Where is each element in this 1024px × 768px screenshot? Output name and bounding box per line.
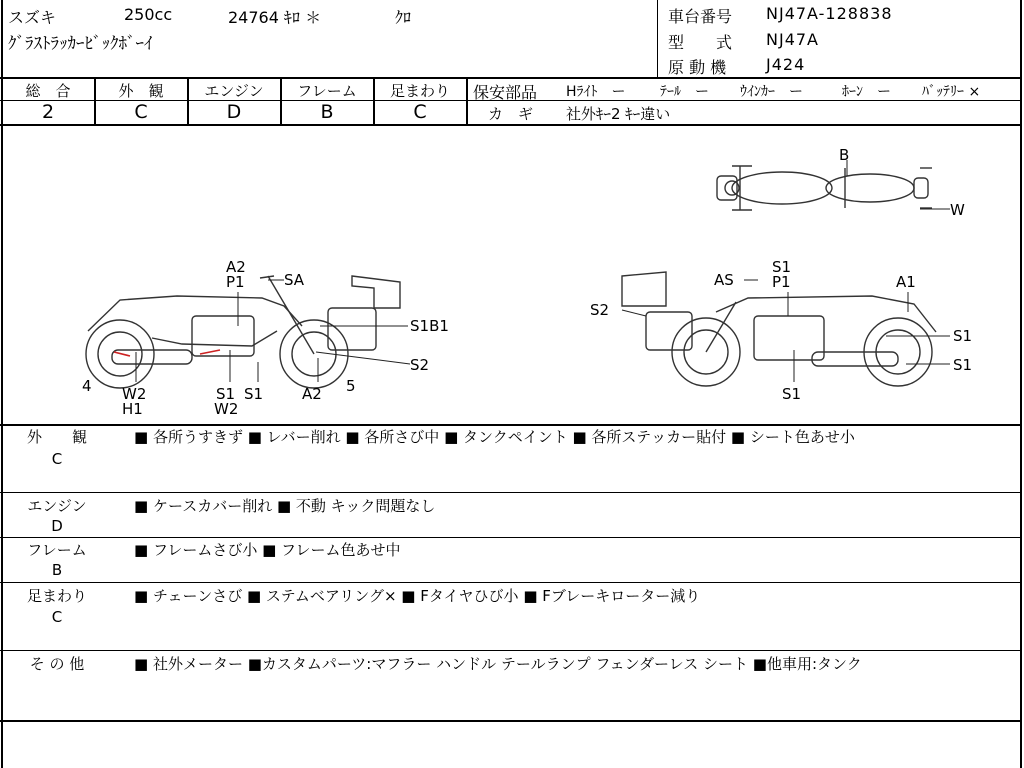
grade-total-value: 2 — [41, 101, 55, 123]
engine-label: 原 動 機 — [668, 58, 727, 77]
callout-right-s1-b: S1 — [953, 356, 973, 374]
rule-sec-2 — [0, 537, 1022, 538]
callout-top-b: B — [839, 146, 850, 164]
section-frame-text: ■ フレームさび小 ■ フレーム色あせ中 — [134, 541, 401, 559]
callout-left-a2-bot: A2 — [302, 385, 322, 403]
callout-right-s1-bot: S1 — [782, 385, 802, 403]
callout-left-5: 5 — [346, 377, 356, 395]
section-frame-label: フレーム — [27, 541, 87, 559]
engine: J424 — [766, 55, 806, 74]
callout-top-w: W — [950, 201, 965, 219]
section-engine-grade: D — [51, 517, 63, 535]
callout-left-p1: P1 — [226, 273, 245, 291]
section-suspension-text: ■ チェーンさび ■ ステムベアリング× ■ Fタイヤひび小 ■ Fブレーキローター減り — [134, 587, 701, 605]
callout-right-a1: A1 — [896, 273, 916, 291]
callout-left-a2-top: A2 — [226, 258, 246, 276]
top-view-drawing — [717, 166, 932, 210]
frame-no-label: 車台番号 — [668, 7, 733, 26]
displacement: 250cc — [124, 5, 173, 24]
callout-leaders — [136, 160, 950, 382]
grade-frame-label: フレーム — [297, 82, 357, 100]
section-exterior-label: 外 観 — [26, 428, 87, 446]
safety-label: 保安部品 — [473, 83, 538, 102]
rule-sec-3 — [0, 582, 1022, 583]
section-engine-label: エンジン — [27, 497, 87, 515]
grade-div-5 — [466, 77, 468, 125]
callout-left-w2: W2 — [122, 385, 147, 403]
grade-suspension-label: 足まわり — [389, 82, 450, 100]
section-exterior-grade: C — [51, 450, 63, 468]
safety-headlight: Hﾗｲﾄ ー — [566, 84, 626, 100]
callout-left-s1-a: S1 — [216, 385, 236, 403]
type: NJ47A — [766, 30, 819, 49]
grade-total-label: 総 合 — [25, 82, 71, 100]
grade-exterior-label: 外 観 — [118, 82, 164, 100]
rule-sec-4 — [0, 650, 1022, 651]
section-suspension-label: 足まわり — [26, 587, 87, 605]
motorcycle-diagram — [2, 126, 1022, 424]
callout-left-w2-b: W2 — [214, 400, 239, 418]
body-color: ｸﾛ — [395, 8, 412, 27]
safety-horn: ﾎｰﾝ ー — [842, 84, 891, 100]
header-divider — [657, 0, 658, 77]
frame-no: NJ47A-128838 — [766, 4, 893, 23]
model-name: ｸﾞﾗｽﾄﾗｯｶｰﾋﾞｯｸﾎﾞｰｲ — [8, 34, 153, 54]
safety-taillight: ﾃｰﾙ ー — [660, 84, 709, 100]
key-value: 社外ｷｰ2 ｷｰ違い — [566, 105, 671, 123]
callout-left-4: 4 — [82, 377, 92, 395]
grade-suspension-value: C — [413, 101, 427, 123]
section-other-label: そ の 他 — [29, 655, 85, 673]
callout-right-s1-a: S1 — [953, 327, 973, 345]
safety-battery: ﾊﾞｯﾃﾘｰ × — [922, 84, 981, 100]
section-suspension-grade: C — [51, 608, 63, 626]
type-label: 型 式 — [668, 33, 733, 52]
section-exterior-text: ■ 各所うすきず ■ レバー削れ ■ 各所さび中 ■ タンクペイント ■ 各所ステッカー貼付 ■ シート色あせ小 — [134, 428, 855, 446]
rule-sec-5 — [0, 720, 1022, 722]
rule-under-header — [0, 77, 1022, 79]
callout-left-s1b1: S1B1 — [410, 317, 449, 335]
mileage: 24764 ｷﾛ ＊ — [228, 8, 322, 27]
callout-right-s2: S2 — [590, 301, 610, 319]
maker: スズキ — [8, 8, 57, 27]
rule-sec-1 — [0, 492, 1022, 493]
callout-left-s1-b: S1 — [244, 385, 264, 403]
grade-exterior-value: C — [134, 101, 148, 123]
section-other-text: ■ 社外メーター ■カスタムパーツ:マフラー ハンドル テールランプ フェンダーレス シート ■他車用:タンク — [134, 655, 862, 673]
callout-left-s2: S2 — [410, 356, 430, 374]
callout-left-sa: SA — [284, 271, 305, 289]
callout-left-h1: H1 — [122, 400, 143, 418]
safety-winker: ｳｲﾝｶｰ ー — [740, 84, 803, 100]
grade-engine-label: エンジン — [204, 82, 264, 100]
callout-right-as: AS — [714, 271, 734, 289]
left-view-drawing — [86, 276, 400, 388]
callout-right-p1: P1 — [772, 273, 791, 291]
section-frame-grade: B — [51, 561, 63, 579]
section-engine-text: ■ ケースカバー削れ ■ 不動 キック問題なし — [134, 497, 436, 515]
callout-right-s1-top: S1 — [772, 258, 792, 276]
grade-frame-value: B — [320, 101, 334, 123]
grade-engine-value: D — [226, 101, 242, 123]
key-label: カ ギ — [488, 105, 534, 123]
